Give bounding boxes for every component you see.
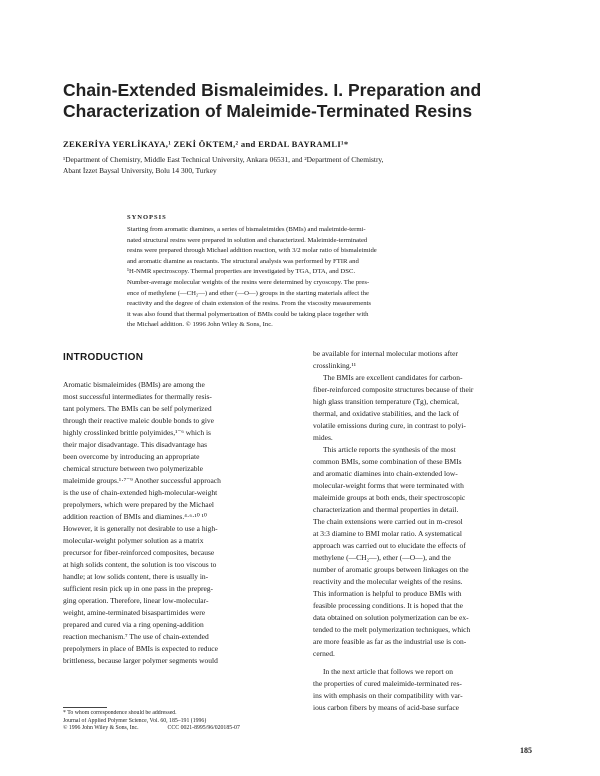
footnote-block xyxy=(63,710,303,733)
body-line: the properties of cured maleimide-terminated res- xyxy=(313,679,462,688)
affiliation-line: ¹Department of Chemistry, Middle East Technical University, Ankara 06531, and ²Department of Chemistry, xyxy=(63,155,384,164)
body-line: tant polymers. The BMIs can be self polymerized xyxy=(63,404,212,413)
author-list: ZEKERİYA YERLİKAYA,¹ ZEKİ ÖKTEM,² and ERDAL BAYRAMLI¹* xyxy=(63,139,349,149)
synopsis-body xyxy=(127,225,541,331)
synopsis-line: resins were prepared through Michael addition reaction, with 3/2 molar ratio of bismaleimide xyxy=(127,247,377,255)
body-line: maleimide groups.¹·⁷⁻⁹ Another successful approach xyxy=(63,476,221,485)
body-line: prepared and cured via a ring opening-addition xyxy=(63,620,204,629)
body-line: sufficient resin pick up in one pass in the prepreg- xyxy=(63,584,214,593)
body-line: Aromatic bismaleimides (BMIs) are among the xyxy=(63,380,205,389)
body-line: However, it is generally not desirable to use a high- xyxy=(63,524,218,533)
body-line: highly crosslinked brittle polyimides,¹⁻⁶ which is xyxy=(63,428,211,437)
footnote-divider xyxy=(63,707,107,708)
body-line: This article reports the synthesis of the most xyxy=(323,445,456,454)
body-line: molecular-weight polymer solution as a matrix xyxy=(63,536,204,545)
body-line: methylene (—CH₂—), ether (—O—), and the xyxy=(313,553,451,562)
body-line: high glass transition temperature (Tg), chemical, xyxy=(313,397,459,406)
left-column-body xyxy=(63,379,311,667)
body-line: tended to the melt polymerization techniques, which xyxy=(313,625,471,634)
title-line-1: Chain-Extended Bismaleimides. I. Preparation and xyxy=(63,80,482,100)
body-line: be available for internal molecular motions after xyxy=(313,349,458,358)
body-line: feasible processing conditions. It is hoped that the xyxy=(313,601,463,610)
body-line: most successful intermediates for thermally resis- xyxy=(63,392,212,401)
synopsis-line: the Michael addition. © 1996 John Wiley & Sons, Inc. xyxy=(127,321,273,329)
synopsis-line: ence of methylene (—CH₂—) and ether (—O—) groups in the starting materials affect the xyxy=(127,289,369,297)
synopsis-line: reactivity and the degree of chain extension of the resins. From the viscosity measurements xyxy=(127,300,372,308)
body-line: thermal, and oxidative stabilities, and the lack of xyxy=(313,409,459,418)
synopsis-line: nated structural resins were prepared in solution and characterized. Maleimide-terminated xyxy=(127,236,368,244)
body-line: prepolymers in place of BMIs is expected to reduce xyxy=(63,644,218,653)
title-line-2: Characterization of Maleimide-Terminated Resins xyxy=(63,101,473,121)
body-line: data obtained on solution polymerization can be ex- xyxy=(313,613,469,622)
synopsis-line: and aromatic diamine as reactants. The structural analysis was performed by FTIR and xyxy=(127,257,359,265)
body-line: This information is helpful to produce BMIs with xyxy=(313,589,462,598)
body-line: reaction mechanism.⁷ The use of chain-extended xyxy=(63,632,209,641)
body-line: are more feasible as far as the industrial use is con- xyxy=(313,637,467,646)
body-line: ging operation. Therefore, linear low-molecular- xyxy=(63,596,209,605)
body-line: prepolymers, which were prepared by the Michael xyxy=(63,500,214,509)
body-line: The chain extensions were carried out in m-cresol xyxy=(313,517,463,526)
body-line: cerned. xyxy=(313,649,335,658)
body-line: their major disadvantage. This disadvantage has xyxy=(63,440,207,449)
body-line: at 3:3 diamine to BMI molar ratio. A systematical xyxy=(313,529,462,538)
body-line: and aromatic diamines into chain-extended low- xyxy=(313,469,458,478)
body-line: through their reactive maleic double bonds to give xyxy=(63,416,214,425)
body-line: number of aromatic groups between linkages on the xyxy=(313,565,469,574)
body-line: precursor for fiber-reinforced composites, because xyxy=(63,548,215,557)
body-line: addition reaction of BMIs and diamines.⁴·⁶·¹⁰ ¹⁰ xyxy=(63,512,207,521)
body-line: ious carbon fibers by means of acid-base surface xyxy=(313,703,459,712)
body-line: weight, amine-terminated bisaspartimides were xyxy=(63,608,206,617)
body-line: approach was carried out to elucidate the effects of xyxy=(313,541,466,550)
body-line: In the next article that follows we report on xyxy=(323,667,453,676)
right-column-body xyxy=(313,348,546,714)
body-line: is the use of chain-extended high-molecular-weight xyxy=(63,488,218,497)
synopsis-line: Number-average molecular weights of the resins were determined by cryoscopy. The pres- xyxy=(127,278,370,286)
synopsis-line: ¹H-NMR spectroscopy. Thermal properties are investigated by TGA, DTA, and DSC. xyxy=(127,268,356,276)
affiliation-line: Abant İzzet Baysal University, Bolu 14 300, Turkey xyxy=(63,165,217,175)
body-line: fiber-reinforced composite structures because of their xyxy=(313,385,474,394)
body-line: The BMIs are excellent candidates for carbon- xyxy=(323,373,463,382)
body-line: common BMIs, some combination of these BMIs xyxy=(313,457,462,466)
body-line: handle; at low solids content, there is usually in- xyxy=(63,572,209,581)
footnote-line: Journal of Applied Polymer Science, Vol. 60, 185–191 (1996) xyxy=(63,717,207,724)
body-line: reactivity and the molecular weights of the resins. xyxy=(313,577,463,586)
body-line: ins with emphasis on their compatibility with var- xyxy=(313,691,463,700)
synopsis-line: it was also found that thermal polymerization of BMIs could be taking place together with xyxy=(127,310,369,318)
affiliations xyxy=(63,155,543,176)
body-line: characterization and thermal properties in detail. xyxy=(313,505,459,514)
body-line: at high solids content, the solution is too viscous to xyxy=(63,560,217,569)
body-line: chemical structure between two polymerizable xyxy=(63,464,203,473)
body-line: mides. xyxy=(313,433,333,442)
synopsis-heading: SYNOPSIS xyxy=(127,214,167,221)
body-line: brittleness, because larger polymer segments would xyxy=(63,656,218,665)
section-heading-introduction: INTRODUCTION xyxy=(63,352,144,363)
footnote-line: © 1996 John Wiley & Sons, Inc. CCC 0021-8995/96/020185-07 xyxy=(63,725,240,732)
body-line: been overcome by introducing an appropriate xyxy=(63,452,200,461)
body-line: maleimide groups at both ends, their spectroscopic xyxy=(313,493,466,502)
page-number: 185 xyxy=(520,746,532,755)
body-line: molecular-weight forms that were terminated with xyxy=(313,481,464,490)
paper-title xyxy=(63,80,543,122)
body-line: volatile emissions during cure, in contrast to polyi- xyxy=(313,421,466,430)
footnote-line: * To whom correspondence should be addressed. xyxy=(63,710,177,716)
body-line: crosslinking.¹¹ xyxy=(313,361,357,370)
synopsis-line: Starting from aromatic diamines, a series of bismaleimides (BMIs) and maleimide-termi- xyxy=(127,226,366,233)
